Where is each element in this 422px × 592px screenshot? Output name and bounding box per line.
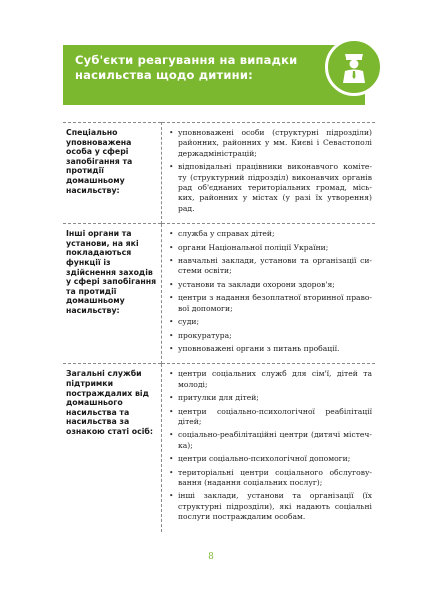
row-label: Інші органи та установи, на які покладаються функції із здійснення заходів у сфері запобігання та протидії домашньому насильству: [63, 224, 162, 364]
police-officer-icon [328, 41, 380, 93]
row-label: Загальні служби підтримки постраждалих від домашнього насильства та насильства за ознакою статі осіб: [63, 364, 162, 532]
badge [325, 38, 383, 96]
list-item: • органи Національної поліції України; [169, 243, 372, 253]
table-row [63, 123, 375, 224]
list-item: • центри соціальних служб для сім'ї, дітей та молоді; [169, 369, 372, 390]
list-item: • суди; [169, 317, 372, 327]
list-item: • уповноважені органи з питань пробації. [169, 344, 372, 354]
list-item: • прокуратура; [169, 331, 372, 341]
row-items [162, 123, 376, 224]
list-item: • установи та заклади охорони здоров'я; [169, 280, 372, 290]
section-banner [63, 45, 365, 105]
list-item: • соціально-реабілітаційні центри (дитячі містеч-ка); [169, 430, 372, 451]
row-items [162, 224, 376, 364]
section-title: Суб'єкти реагування на випадки насильства щодо дитини: [75, 53, 298, 82]
row-items [162, 364, 376, 532]
list-item: • уповноважені особи (структурні підрозділи) районних, районних у мм. Києві і Севастополі держадміністрацій; [169, 128, 372, 159]
table-row [63, 224, 375, 364]
list-item: • територіальні центри соціального обслугову-вання (надання соціальних послуг); [169, 468, 372, 489]
list-item: • центри соціально-психологічної реабілітації дітей; [169, 407, 372, 428]
list-item: • навчальні заклади, установи та організації си-стеми освіти; [169, 256, 372, 277]
list-item: • інші заклади, установи та організації (їх структурні підрозділи), які надають соціальні послуги постраждалим особам. [169, 491, 372, 522]
page-number: 8 [208, 552, 214, 562]
list-item: • центри з надання безоплатної вторинної право-вої допомоги; [169, 293, 372, 314]
list-item: • відповідальні працівники виконавчого коміте-ту (структурний підрозділ) виконавчих органів рад об'єднаних територіальних громад, місь-ких, районних у містах (у разі їх утворення) рад. [169, 162, 372, 214]
list-item: • центри соціально-психологічної допомоги; [169, 454, 372, 464]
table-row [63, 364, 375, 532]
list-item: • притулки для дітей; [169, 393, 372, 403]
subjects-table [63, 122, 375, 532]
row-label: Спеціально уповноважена особа у сфері запобігання та протидії домашньому насильству: [63, 123, 162, 224]
list-item: • служба у справах дітей; [169, 229, 372, 239]
